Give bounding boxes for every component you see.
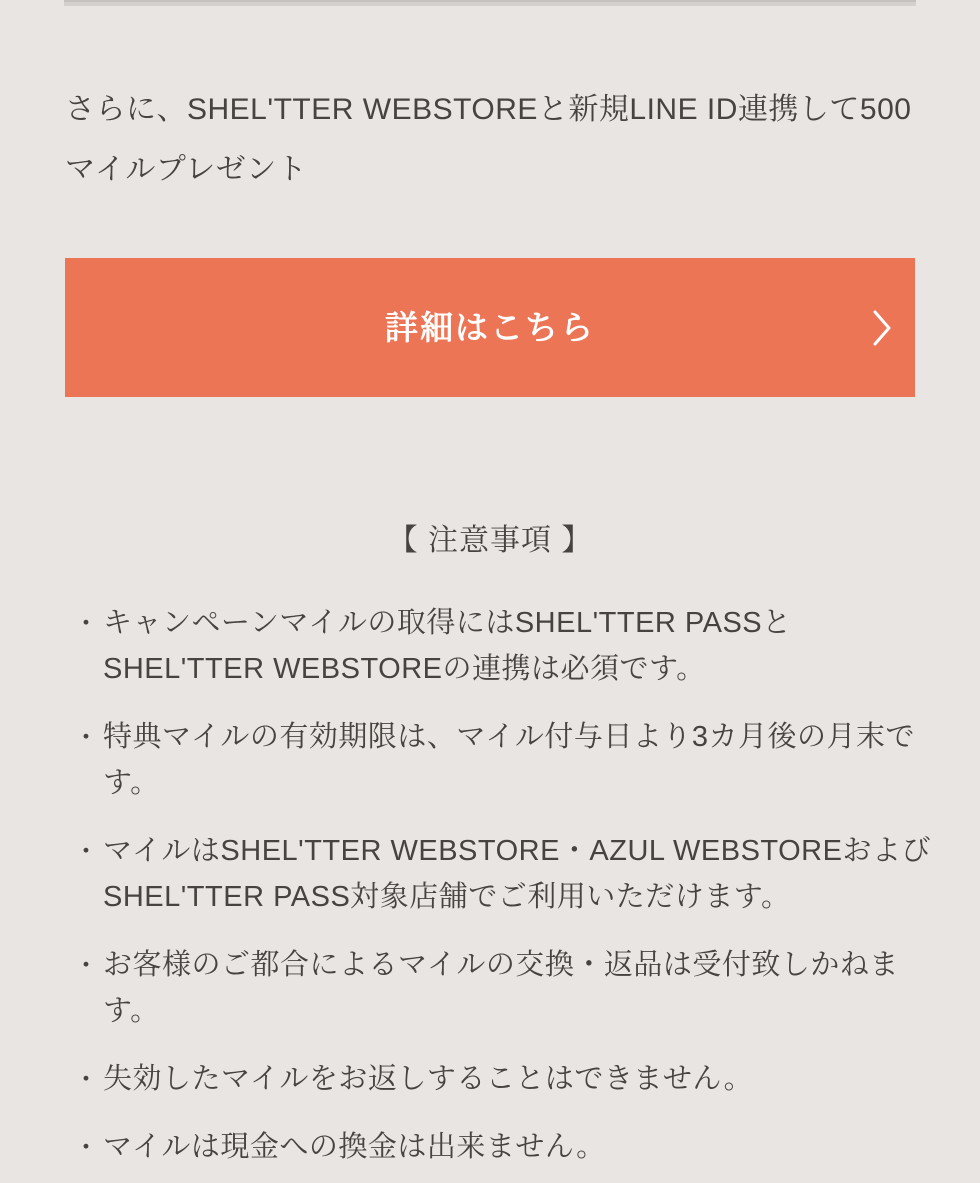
cropped-image-bottom-edge [64, 0, 916, 6]
note-bullet: ・ [73, 950, 100, 980]
note-item [65, 1056, 950, 1102]
note-bullet: ・ [73, 1132, 100, 1162]
note-text: 失効したマイルをお返しすることはできません。 [103, 1063, 754, 1095]
note-item [65, 1124, 950, 1170]
note-item [65, 942, 950, 1034]
chevron-right-icon [872, 309, 892, 347]
note-text: キャンペーンマイルの取得にはSHEL'TTER PASSとSHEL'TTER WEBSTOREの連携は必須です。 [103, 607, 792, 685]
note-bullet: ・ [73, 722, 100, 752]
details-button-label: 詳細はこちら [385, 309, 595, 346]
note-text: お客様のご都合によるマイルの交換・返品は受付致しかねます。 [103, 949, 899, 1027]
note-item [65, 600, 950, 692]
promo-text: さらに、SHEL'TTER WEBSTOREと新規LINE ID連携して500マイルプレゼント [65, 93, 912, 186]
note-bullet: ・ [73, 1064, 100, 1094]
notes-heading: 【 注意事項 】 [387, 524, 593, 557]
details-button[interactable] [65, 258, 915, 397]
note-bullet: ・ [73, 608, 100, 638]
note-text: 特典マイルの有効期限は、マイル付与日より3カ月後の月末です。 [103, 721, 915, 799]
note-item [65, 714, 950, 806]
note-item [65, 828, 950, 920]
note-text: マイルはSHEL'TTER WEBSTORE・AZUL WEBSTOREおよびSHEL'TTER PASS対象店舗でご利用いただけます。 [103, 835, 931, 913]
notes-list [65, 600, 950, 1170]
note-text: マイルは現金への換金は出来ません。 [103, 1131, 606, 1163]
note-bullet: ・ [73, 836, 100, 866]
